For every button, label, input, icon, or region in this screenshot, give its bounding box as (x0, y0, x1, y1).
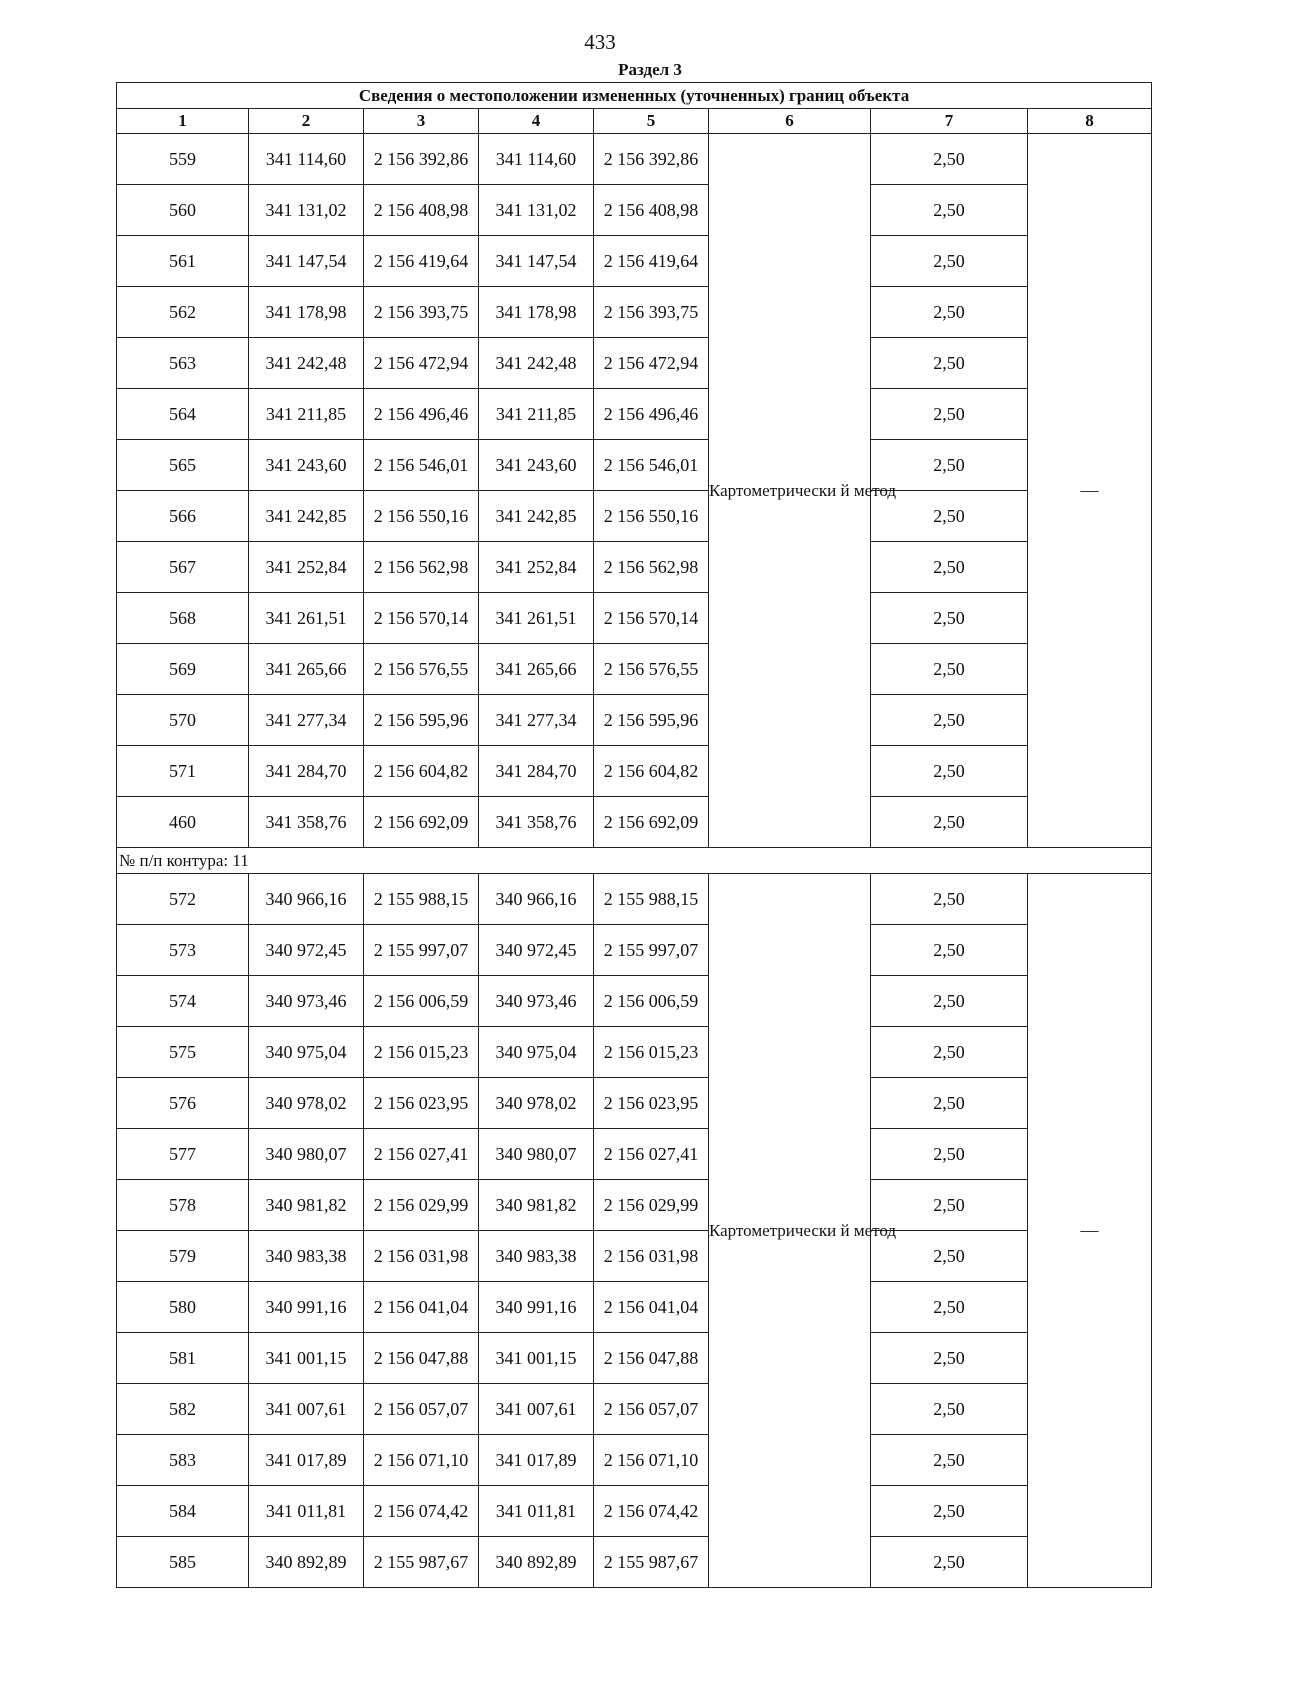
table-cell: 341 007,61 (479, 1384, 594, 1435)
table-cell: 341 011,81 (479, 1486, 594, 1537)
table-cell: 583 (117, 1435, 249, 1486)
table-row (117, 1486, 1152, 1537)
table-cell: 2 155 997,07 (594, 925, 709, 976)
table-row (117, 976, 1152, 1027)
accuracy-cell: 2,50 (871, 1078, 1028, 1129)
table-cell: 340 983,38 (249, 1231, 364, 1282)
table-cell: 581 (117, 1333, 249, 1384)
table-cell: 341 017,89 (479, 1435, 594, 1486)
column-header: 7 (871, 109, 1028, 134)
table-cell: 560 (117, 185, 249, 236)
table-cell: 2 155 997,07 (364, 925, 479, 976)
table-cell: 341 277,34 (249, 695, 364, 746)
table-cell: 341 265,66 (249, 644, 364, 695)
accuracy-cell: 2,50 (871, 1435, 1028, 1486)
table-row (117, 593, 1152, 644)
table-cell: 2 156 057,07 (594, 1384, 709, 1435)
accuracy-cell: 2,50 (871, 1027, 1028, 1078)
table-cell: 340 991,16 (249, 1282, 364, 1333)
table-cell: 340 972,45 (249, 925, 364, 976)
column-header: 4 (479, 109, 594, 134)
table-cell: 340 892,89 (249, 1537, 364, 1588)
table-cell: 341 243,60 (479, 440, 594, 491)
section-title: Раздел 3 (618, 60, 682, 79)
table-cell: 340 981,82 (479, 1180, 594, 1231)
table-cell: 341 284,70 (479, 746, 594, 797)
table-row (117, 389, 1152, 440)
accuracy-cell: 2,50 (871, 491, 1028, 542)
table-cell: 2 156 604,82 (364, 746, 479, 797)
table-cell: 2 156 029,99 (364, 1180, 479, 1231)
table-cell: 582 (117, 1384, 249, 1435)
table-cell: 340 980,07 (249, 1129, 364, 1180)
table-cell: 2 156 006,59 (364, 976, 479, 1027)
table-cell: 340 972,45 (479, 925, 594, 976)
table-cell: 341 211,85 (479, 389, 594, 440)
table-cell: 340 966,16 (479, 874, 594, 925)
contour-label: № п/п контура: 11 (117, 848, 1152, 874)
accuracy-cell: 2,50 (871, 695, 1028, 746)
table-cell: 2 156 023,95 (594, 1078, 709, 1129)
table-cell: 340 978,02 (479, 1078, 594, 1129)
table-cell: 2 156 692,09 (594, 797, 709, 848)
table-cell: 579 (117, 1231, 249, 1282)
table-cell: 340 975,04 (479, 1027, 594, 1078)
table-cell: 573 (117, 925, 249, 976)
table-cell: 2 155 988,15 (364, 874, 479, 925)
accuracy-cell: 2,50 (871, 236, 1028, 287)
table-cell: 341 114,60 (479, 134, 594, 185)
table-cell: 341 277,34 (479, 695, 594, 746)
table-cell: 568 (117, 593, 249, 644)
table-cell: 2 156 419,64 (594, 236, 709, 287)
table-row (117, 874, 1152, 925)
table-cell: 2 156 546,01 (364, 440, 479, 491)
table-cell: 565 (117, 440, 249, 491)
table-cell: 2 156 692,09 (364, 797, 479, 848)
table-cell: 2 156 071,10 (594, 1435, 709, 1486)
table-cell: 341 178,98 (249, 287, 364, 338)
table-cell: 2 156 057,07 (364, 1384, 479, 1435)
table-cell: 341 242,48 (479, 338, 594, 389)
table-cell: 584 (117, 1486, 249, 1537)
table-row (117, 1078, 1152, 1129)
accuracy-cell: 2,50 (871, 1180, 1028, 1231)
accuracy-cell: 2,50 (871, 1486, 1028, 1537)
table-cell: 571 (117, 746, 249, 797)
table-cell: 340 980,07 (479, 1129, 594, 1180)
table-cell: 2 156 550,16 (594, 491, 709, 542)
table-cell: 341 261,51 (249, 593, 364, 644)
accuracy-cell: 2,50 (871, 1333, 1028, 1384)
accuracy-cell: 2,50 (871, 389, 1028, 440)
table-row (117, 1333, 1152, 1384)
table-cell: 2 156 393,75 (364, 287, 479, 338)
table-row (117, 185, 1152, 236)
table-cell: 2 156 562,98 (594, 542, 709, 593)
table-cell: 460 (117, 797, 249, 848)
table-cell: 340 966,16 (249, 874, 364, 925)
table-cell: 567 (117, 542, 249, 593)
table-cell: 341 011,81 (249, 1486, 364, 1537)
table-cell: 2 156 031,98 (364, 1231, 479, 1282)
col8-cell: — (1028, 874, 1152, 1588)
table-cell: 2 156 029,99 (594, 1180, 709, 1231)
accuracy-cell: 2,50 (871, 440, 1028, 491)
column-header: 5 (594, 109, 709, 134)
table-cell: 577 (117, 1129, 249, 1180)
table-cell: 2 156 408,98 (364, 185, 479, 236)
column-header: 6 (709, 109, 871, 134)
table-cell: 341 265,66 (479, 644, 594, 695)
table-cell: 2 156 031,98 (594, 1231, 709, 1282)
table-row (117, 1537, 1152, 1588)
table-cell: 341 242,85 (249, 491, 364, 542)
table-row (117, 1384, 1152, 1435)
table-cell: 2 156 604,82 (594, 746, 709, 797)
table-row (117, 287, 1152, 338)
table-cell: 341 243,60 (249, 440, 364, 491)
accuracy-cell: 2,50 (871, 746, 1028, 797)
page-number: 433 (584, 30, 616, 54)
column-header: 8 (1028, 109, 1152, 134)
table-cell: 2 156 546,01 (594, 440, 709, 491)
table-row (117, 542, 1152, 593)
table-cell: 2 156 392,86 (364, 134, 479, 185)
accuracy-cell: 2,50 (871, 797, 1028, 848)
table-cell: 562 (117, 287, 249, 338)
table-cell: 2 156 074,42 (594, 1486, 709, 1537)
table-cell: 341 358,76 (249, 797, 364, 848)
table-cell: 2 156 550,16 (364, 491, 479, 542)
table-row (117, 1027, 1152, 1078)
table-cell: 2 156 472,94 (594, 338, 709, 389)
accuracy-cell: 2,50 (871, 134, 1028, 185)
table-cell: 563 (117, 338, 249, 389)
accuracy-cell: 2,50 (871, 1129, 1028, 1180)
table-cell: 566 (117, 491, 249, 542)
table-cell: 341 358,76 (479, 797, 594, 848)
table-cell: 341 131,02 (479, 185, 594, 236)
column-header: 1 (117, 109, 249, 134)
accuracy-cell: 2,50 (871, 593, 1028, 644)
accuracy-cell: 2,50 (871, 542, 1028, 593)
table-row (117, 491, 1152, 542)
table-row (117, 695, 1152, 746)
col8-cell: — (1028, 134, 1152, 848)
table-cell: 2 156 041,04 (594, 1282, 709, 1333)
table-title: Сведения о местоположении измененных (уточненных) границ объекта (117, 83, 1152, 109)
accuracy-cell: 2,50 (871, 1384, 1028, 1435)
boundary-table (116, 82, 1152, 1588)
table-cell: 580 (117, 1282, 249, 1333)
accuracy-cell: 2,50 (871, 874, 1028, 925)
table-cell: 561 (117, 236, 249, 287)
table-cell: 2 156 419,64 (364, 236, 479, 287)
table-cell: 2 156 393,75 (594, 287, 709, 338)
table-cell: 2 156 047,88 (364, 1333, 479, 1384)
table-cell: 2 156 408,98 (594, 185, 709, 236)
table-row (117, 134, 1152, 185)
table-row (117, 925, 1152, 976)
table-cell: 2 156 006,59 (594, 976, 709, 1027)
table-row (117, 644, 1152, 695)
table-cell: 340 981,82 (249, 1180, 364, 1231)
table-row (117, 1129, 1152, 1180)
table-row (117, 440, 1152, 491)
accuracy-cell: 2,50 (871, 1282, 1028, 1333)
table-cell: 2 156 071,10 (364, 1435, 479, 1486)
table-cell: 341 001,15 (249, 1333, 364, 1384)
table-cell: 578 (117, 1180, 249, 1231)
table-cell: 340 892,89 (479, 1537, 594, 1588)
table-cell: 340 973,46 (479, 976, 594, 1027)
table-cell: 340 975,04 (249, 1027, 364, 1078)
table-cell: 575 (117, 1027, 249, 1078)
table-cell: 341 252,84 (249, 542, 364, 593)
table-title-row (117, 83, 1152, 109)
table-cell: 2 156 595,96 (364, 695, 479, 746)
table-cell: 341 261,51 (479, 593, 594, 644)
table-cell: 341 252,84 (479, 542, 594, 593)
accuracy-cell: 2,50 (871, 644, 1028, 695)
contour-row (117, 848, 1152, 874)
table-cell: 2 156 027,41 (364, 1129, 479, 1180)
table-cell: 341 131,02 (249, 185, 364, 236)
table-cell: 340 978,02 (249, 1078, 364, 1129)
table-cell: 341 284,70 (249, 746, 364, 797)
table-row (117, 1180, 1152, 1231)
table-cell: 341 242,48 (249, 338, 364, 389)
accuracy-cell: 2,50 (871, 1537, 1028, 1588)
accuracy-cell: 2,50 (871, 1231, 1028, 1282)
table-cell: 341 211,85 (249, 389, 364, 440)
table-cell: 2 156 496,46 (594, 389, 709, 440)
table-row (117, 1435, 1152, 1486)
table-cell: 341 178,98 (479, 287, 594, 338)
table-cell: 572 (117, 874, 249, 925)
table-row (117, 746, 1152, 797)
table-row (117, 1282, 1152, 1333)
table-cell: 2 156 015,23 (594, 1027, 709, 1078)
table-row (117, 797, 1152, 848)
table-cell: 2 155 987,67 (364, 1537, 479, 1588)
table-cell: 341 147,54 (249, 236, 364, 287)
table-cell: 2 155 988,15 (594, 874, 709, 925)
column-header: 3 (364, 109, 479, 134)
column-header-row (117, 109, 1152, 134)
table-cell: 570 (117, 695, 249, 746)
table-cell: 2 156 023,95 (364, 1078, 479, 1129)
column-header: 2 (249, 109, 364, 134)
table-cell: 2 156 015,23 (364, 1027, 479, 1078)
table-cell: 340 973,46 (249, 976, 364, 1027)
table-cell: 341 001,15 (479, 1333, 594, 1384)
table-cell: 2 156 576,55 (364, 644, 479, 695)
table-row (117, 236, 1152, 287)
table-row (117, 1231, 1152, 1282)
table-cell: 2 156 027,41 (594, 1129, 709, 1180)
table-cell: 2 156 496,46 (364, 389, 479, 440)
table-cell: 576 (117, 1078, 249, 1129)
table-cell: 2 156 392,86 (594, 134, 709, 185)
table-cell: 2 156 074,42 (364, 1486, 479, 1537)
table-cell: 2 156 570,14 (364, 593, 479, 644)
table-cell: 341 017,89 (249, 1435, 364, 1486)
method-cell: Картометрически й метод (709, 134, 871, 848)
method-cell: Картометрически й метод (709, 874, 871, 1588)
table-row (117, 338, 1152, 389)
table-cell: 340 991,16 (479, 1282, 594, 1333)
accuracy-cell: 2,50 (871, 287, 1028, 338)
table-cell: 564 (117, 389, 249, 440)
table-cell: 585 (117, 1537, 249, 1588)
table-cell: 341 007,61 (249, 1384, 364, 1435)
table-cell: 569 (117, 644, 249, 695)
table-cell: 341 147,54 (479, 236, 594, 287)
table-cell: 341 114,60 (249, 134, 364, 185)
table-cell: 574 (117, 976, 249, 1027)
table-cell: 2 156 570,14 (594, 593, 709, 644)
table-cell: 2 156 472,94 (364, 338, 479, 389)
table-cell: 2 156 576,55 (594, 644, 709, 695)
table-cell: 2 156 562,98 (364, 542, 479, 593)
table-cell: 2 156 041,04 (364, 1282, 479, 1333)
table-cell: 2 156 047,88 (594, 1333, 709, 1384)
accuracy-cell: 2,50 (871, 338, 1028, 389)
table-cell: 559 (117, 134, 249, 185)
table-cell: 340 983,38 (479, 1231, 594, 1282)
accuracy-cell: 2,50 (871, 185, 1028, 236)
accuracy-cell: 2,50 (871, 976, 1028, 1027)
table-cell: 2 156 595,96 (594, 695, 709, 746)
table-cell: 341 242,85 (479, 491, 594, 542)
table-cell: 2 155 987,67 (594, 1537, 709, 1588)
accuracy-cell: 2,50 (871, 925, 1028, 976)
